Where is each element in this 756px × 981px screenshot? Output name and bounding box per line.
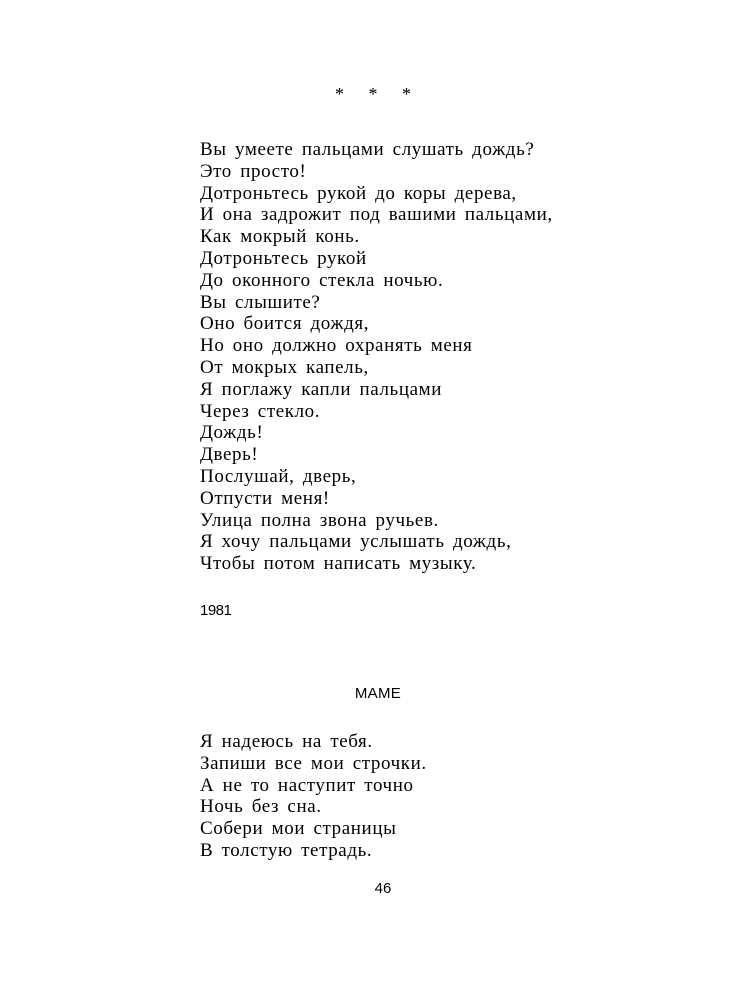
poem-line: Дождь! [200,422,264,444]
poem-year: 1981 [200,602,232,619]
poem-line: Это просто! [200,160,307,182]
poem-line: Дверь! [200,444,259,466]
poem-line: До оконного стекла ночью. [200,269,444,291]
poem-line: Запиши все мои строчки. [200,752,427,774]
poem-mame [200,731,427,862]
poem-line: Ночь без сна. [200,796,322,818]
poem-line: Оно боится дождя, [200,313,370,335]
poem-line: Отпусти меня! [200,487,330,509]
page-number: 46 [374,880,392,897]
poem-line: Чтобы потом написать музыку. [200,553,477,575]
poem-line: Я хочу пальцами услышать дождь, [200,531,512,553]
poem-line: Я надеюсь на тебя. [200,731,373,752]
poem-line: В толстую тетрадь. [200,839,373,861]
poem-line: Дотроньтесь рукой до коры дерева, [200,182,517,204]
poem-title: МАМЕ [354,685,402,702]
poem-rain [200,139,553,575]
poem-line: Вы слышите? [200,291,321,313]
poem-line: Послушай, дверь, [200,465,357,487]
section-separator: * * * [335,84,421,104]
poem-line: Вы умеете пальцами слушать дождь? [200,139,535,160]
poem-line: Улица полна звона ручьев. [200,509,439,531]
poem-line: Как мокрый конь. [200,226,360,248]
poem-line: Но оно должно охранять меня [200,335,473,357]
poem-line: Собери мои страницы [200,818,397,840]
poem-line: И она задрожит под вашими пальцами, [200,204,553,226]
poem-line: Через стекло. [200,400,321,422]
poem-line: Я поглажу капли пальцами [200,378,443,400]
poem-line: А не то наступит точно [200,774,414,796]
poem-line: Дотроньтесь рукой [200,247,367,269]
poem-line: От мокрых капель, [200,356,369,378]
